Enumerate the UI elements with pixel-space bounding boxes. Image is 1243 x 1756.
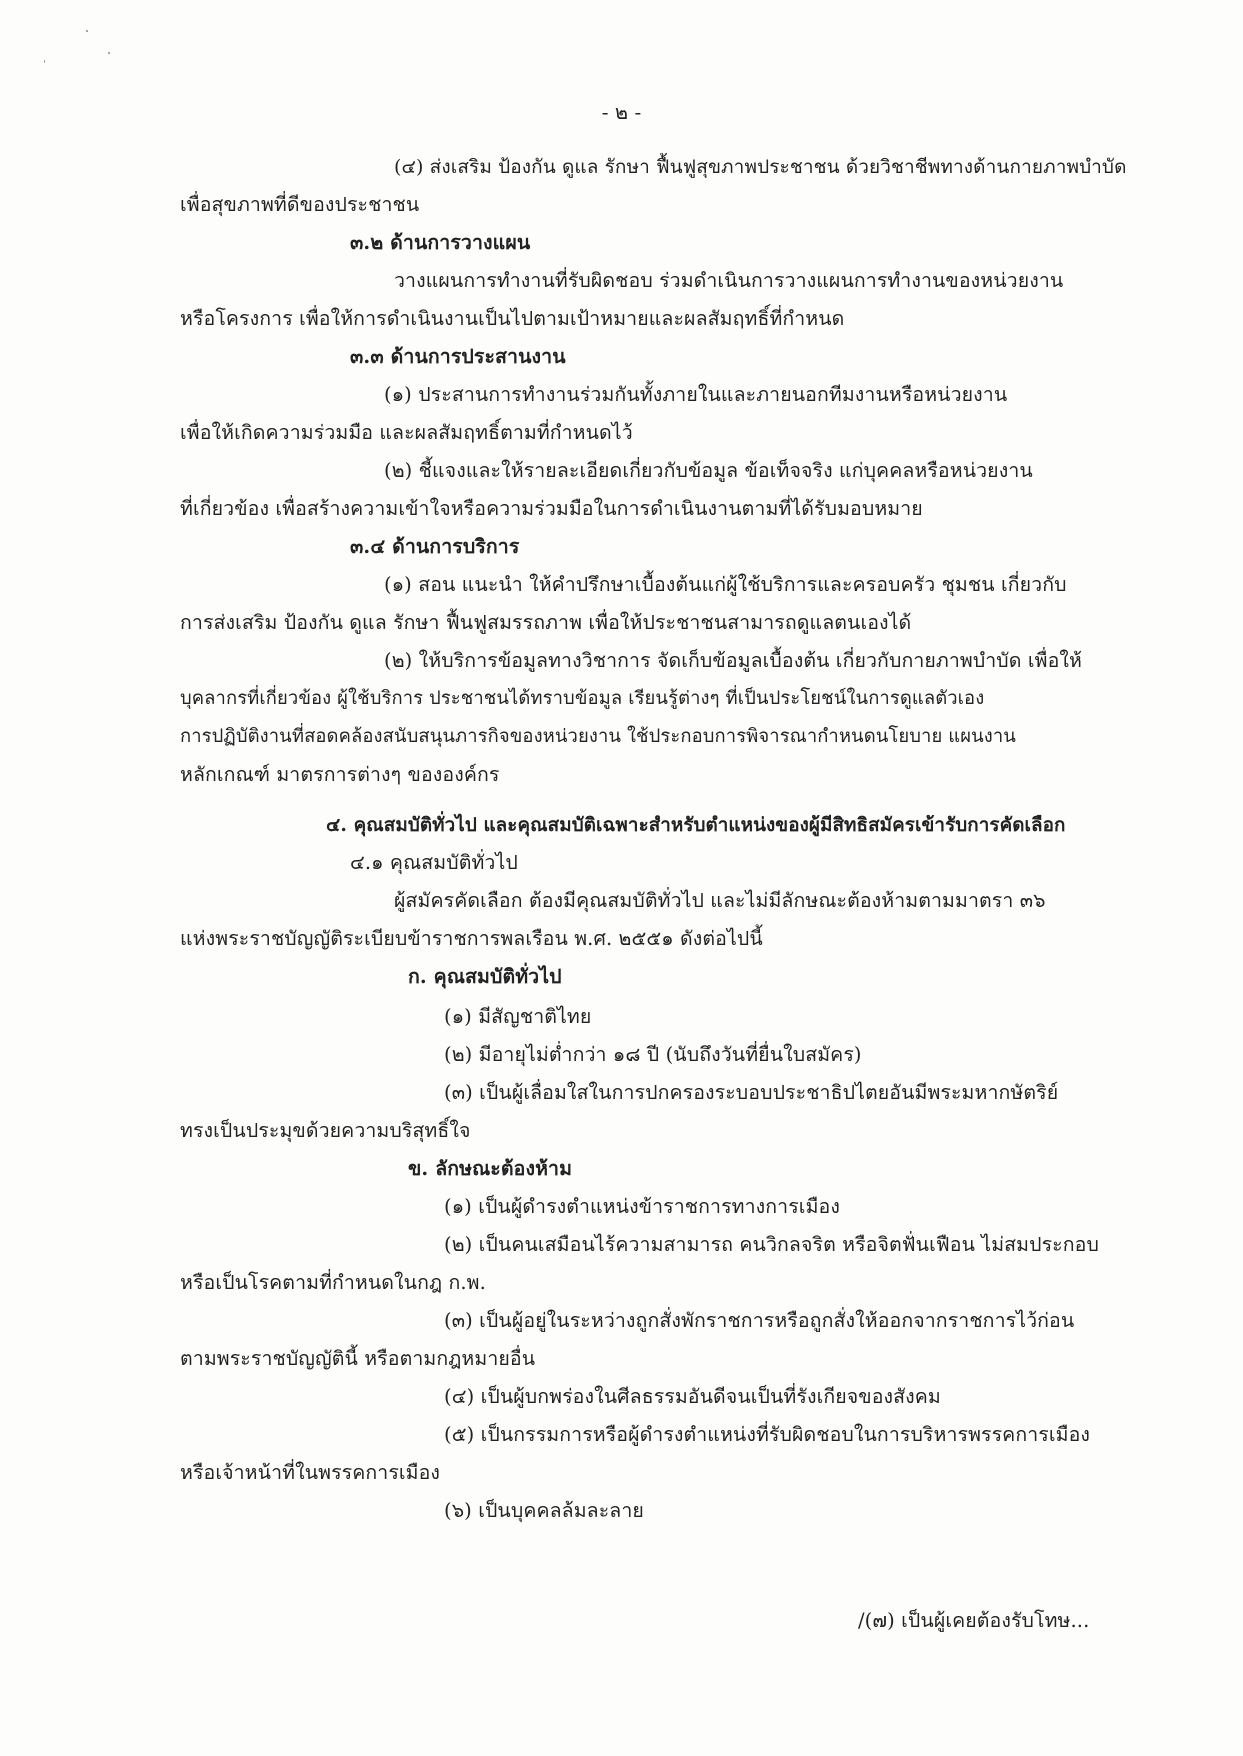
body-line: เพื่อสุขภาพที่ดีของประชาชน	[180, 193, 420, 216]
body-line: หรือเจ้าหน้าที่ในพรรคการเมือง	[180, 1461, 441, 1484]
section-heading: ๔. คุณสมบัติทั่วไป และคุณสมบัติเฉพาะสำหรับตำแหน่งของผู้มีสิทธิสมัครเข้ารับการคัดเลือก	[326, 814, 1066, 836]
subsection-heading: ก. คุณสมบัติทั่วไป	[408, 965, 562, 988]
list-item: (๖) เป็นบุคคลล้มละลาย	[444, 1499, 644, 1522]
body-line: วางแผนการทำงานที่รับผิดชอบ ร่วมดำเนินการวางแผนการทำงานของหน่วยงาน	[394, 269, 1064, 292]
body-line: แห่งพระราชบัญญัติระเบียบข้าราชการพลเรือน พ.ศ. ๒๕๕๑ ดังต่อไปนี้	[180, 927, 763, 950]
body-line: บุคลากรที่เกี่ยวข้อง ผู้ใช้บริการ ประชาชนได้ทราบข้อมูล เรียนรู้ต่างๆ ที่เป็นประโยชน์ในการดูแลตัวเอง	[180, 688, 985, 709]
body-line: ตามพระราชบัญญัตินี้ หรือตามกฎหมายอื่น	[180, 1347, 536, 1370]
body-line: การปฏิบัติงานที่สอดคล้องสนับสนุนภารกิจของหน่วยงาน ใช้ประกอบการพิจารณากำหนดนโยบาย แผนงาน	[180, 726, 1016, 747]
scan-speck	[44, 60, 45, 63]
list-item: (๒) มีอายุไม่ต่ำกว่า ๑๘ ปี (นับถึงวันที่ยื่นใบสมัคร)	[444, 1043, 862, 1066]
body-line: การส่งเสริม ป้องกัน ดูแล รักษา ฟื้นฟูสมรรถภาพ เพื่อให้ประชาชนสามารถดูแลตนเองได้	[180, 611, 912, 634]
section-heading: ๓.๓ ด้านการประสานงาน	[350, 345, 566, 368]
body-line: ที่เกี่ยวข้อง เพื่อสร้างความเข้าใจหรือความร่วมมือในการดำเนินงานตามที่ได้รับมอบหมาย	[180, 497, 923, 520]
list-item: (๓) เป็นผู้เลื่อมใสในการปกครองระบอบประชาธิปไตยอันมีพระมหากษัตริย์	[444, 1081, 1059, 1104]
list-item: (๒) เป็นคนเสมือนไร้ความสามารถ คนวิกลจริต หรือจิตฟั่นเฟือน ไม่สมประกอบ	[444, 1233, 1099, 1256]
body-line: เพื่อให้เกิดความร่วมมือ และผลสัมฤทธิ์ตามที่กำหนดไว้	[180, 421, 633, 444]
page-number: - ๒ -	[601, 100, 642, 124]
list-item: (๑) มีสัญชาติไทย	[444, 1005, 592, 1028]
continuation-note: /(๗) เป็นผู้เคยต้องรับโทษ...	[858, 1609, 1090, 1632]
scan-speck	[86, 30, 88, 32]
body-line: (๑) ประสานการทำงานร่วมกันทั้งภายในและภายนอกทีมงานหรือหน่วยงาน	[384, 383, 1008, 406]
body-line: (๔) ส่งเสริม ป้องกัน ดูแล รักษา ฟื้นฟูสุขภาพประชาชน ด้วยวิชาชีพทางด้านกายภาพบำบัด	[394, 156, 1127, 178]
section-heading: ๓.๔ ด้านการบริการ	[350, 535, 520, 558]
body-line: ผู้สมัครคัดเลือก ต้องมีคุณสมบัติทั่วไป และไม่มีลักษณะต้องห้ามตามมาตรา ๓๖	[394, 889, 1046, 912]
list-item: (๓) เป็นผู้อยู่ในระหว่างถูกสั่งพักราชการหรือถูกสั่งให้ออกจากราชการไว้ก่อน	[444, 1309, 1075, 1332]
body-line: หลักเกณฑ์ มาตรการต่างๆ ขององค์กร	[180, 763, 500, 786]
body-line: หรือโครงการ เพื่อให้การดำเนินงานเป็นไปตามเป้าหมายและผลสัมฤทธิ์ที่กำหนด	[180, 307, 845, 330]
subsection-heading: ข. ลักษณะต้องห้าม	[408, 1157, 573, 1180]
body-line: (๒) ให้บริการข้อมูลทางวิชาการ จัดเก็บข้อมูลเบื้องต้น เกี่ยวกับกายภาพบำบัด เพื่อให้	[384, 649, 1082, 672]
subsection-heading: ๔.๑ คุณสมบัติทั่วไป	[350, 851, 518, 874]
section-heading: ๓.๒ ด้านการวางแผน	[350, 231, 531, 254]
body-line: ทรงเป็นประมุขด้วยความบริสุทธิ์ใจ	[180, 1119, 471, 1142]
list-item: (๔) เป็นผู้บกพร่องในศีลธรรมอันดีจนเป็นที่รังเกียจของสังคม	[444, 1385, 941, 1408]
list-item: (๑) เป็นผู้ดำรงตำแหน่งข้าราชการทางการเมือง	[444, 1195, 840, 1218]
body-line: หรือเป็นโรคตามที่กำหนดในกฎ ก.พ.	[180, 1271, 486, 1294]
body-line: (๒) ชี้แจงและให้รายละเอียดเกี่ยวกับข้อมูล ข้อเท็จจริง แก่บุคคลหรือหน่วยงาน	[384, 459, 1033, 482]
list-item: (๕) เป็นกรรมการหรือผู้ดำรงตำแหน่งที่รับผิดชอบในการบริหารพรรคการเมือง	[444, 1423, 1091, 1446]
scan-speck	[108, 52, 110, 54]
body-line: (๑) สอน แนะนำ ให้คำปรึกษาเบื้องต้นแก่ผู้ใช้บริการและครอบครัว ชุมชน เกี่ยวกับ	[384, 573, 1067, 596]
